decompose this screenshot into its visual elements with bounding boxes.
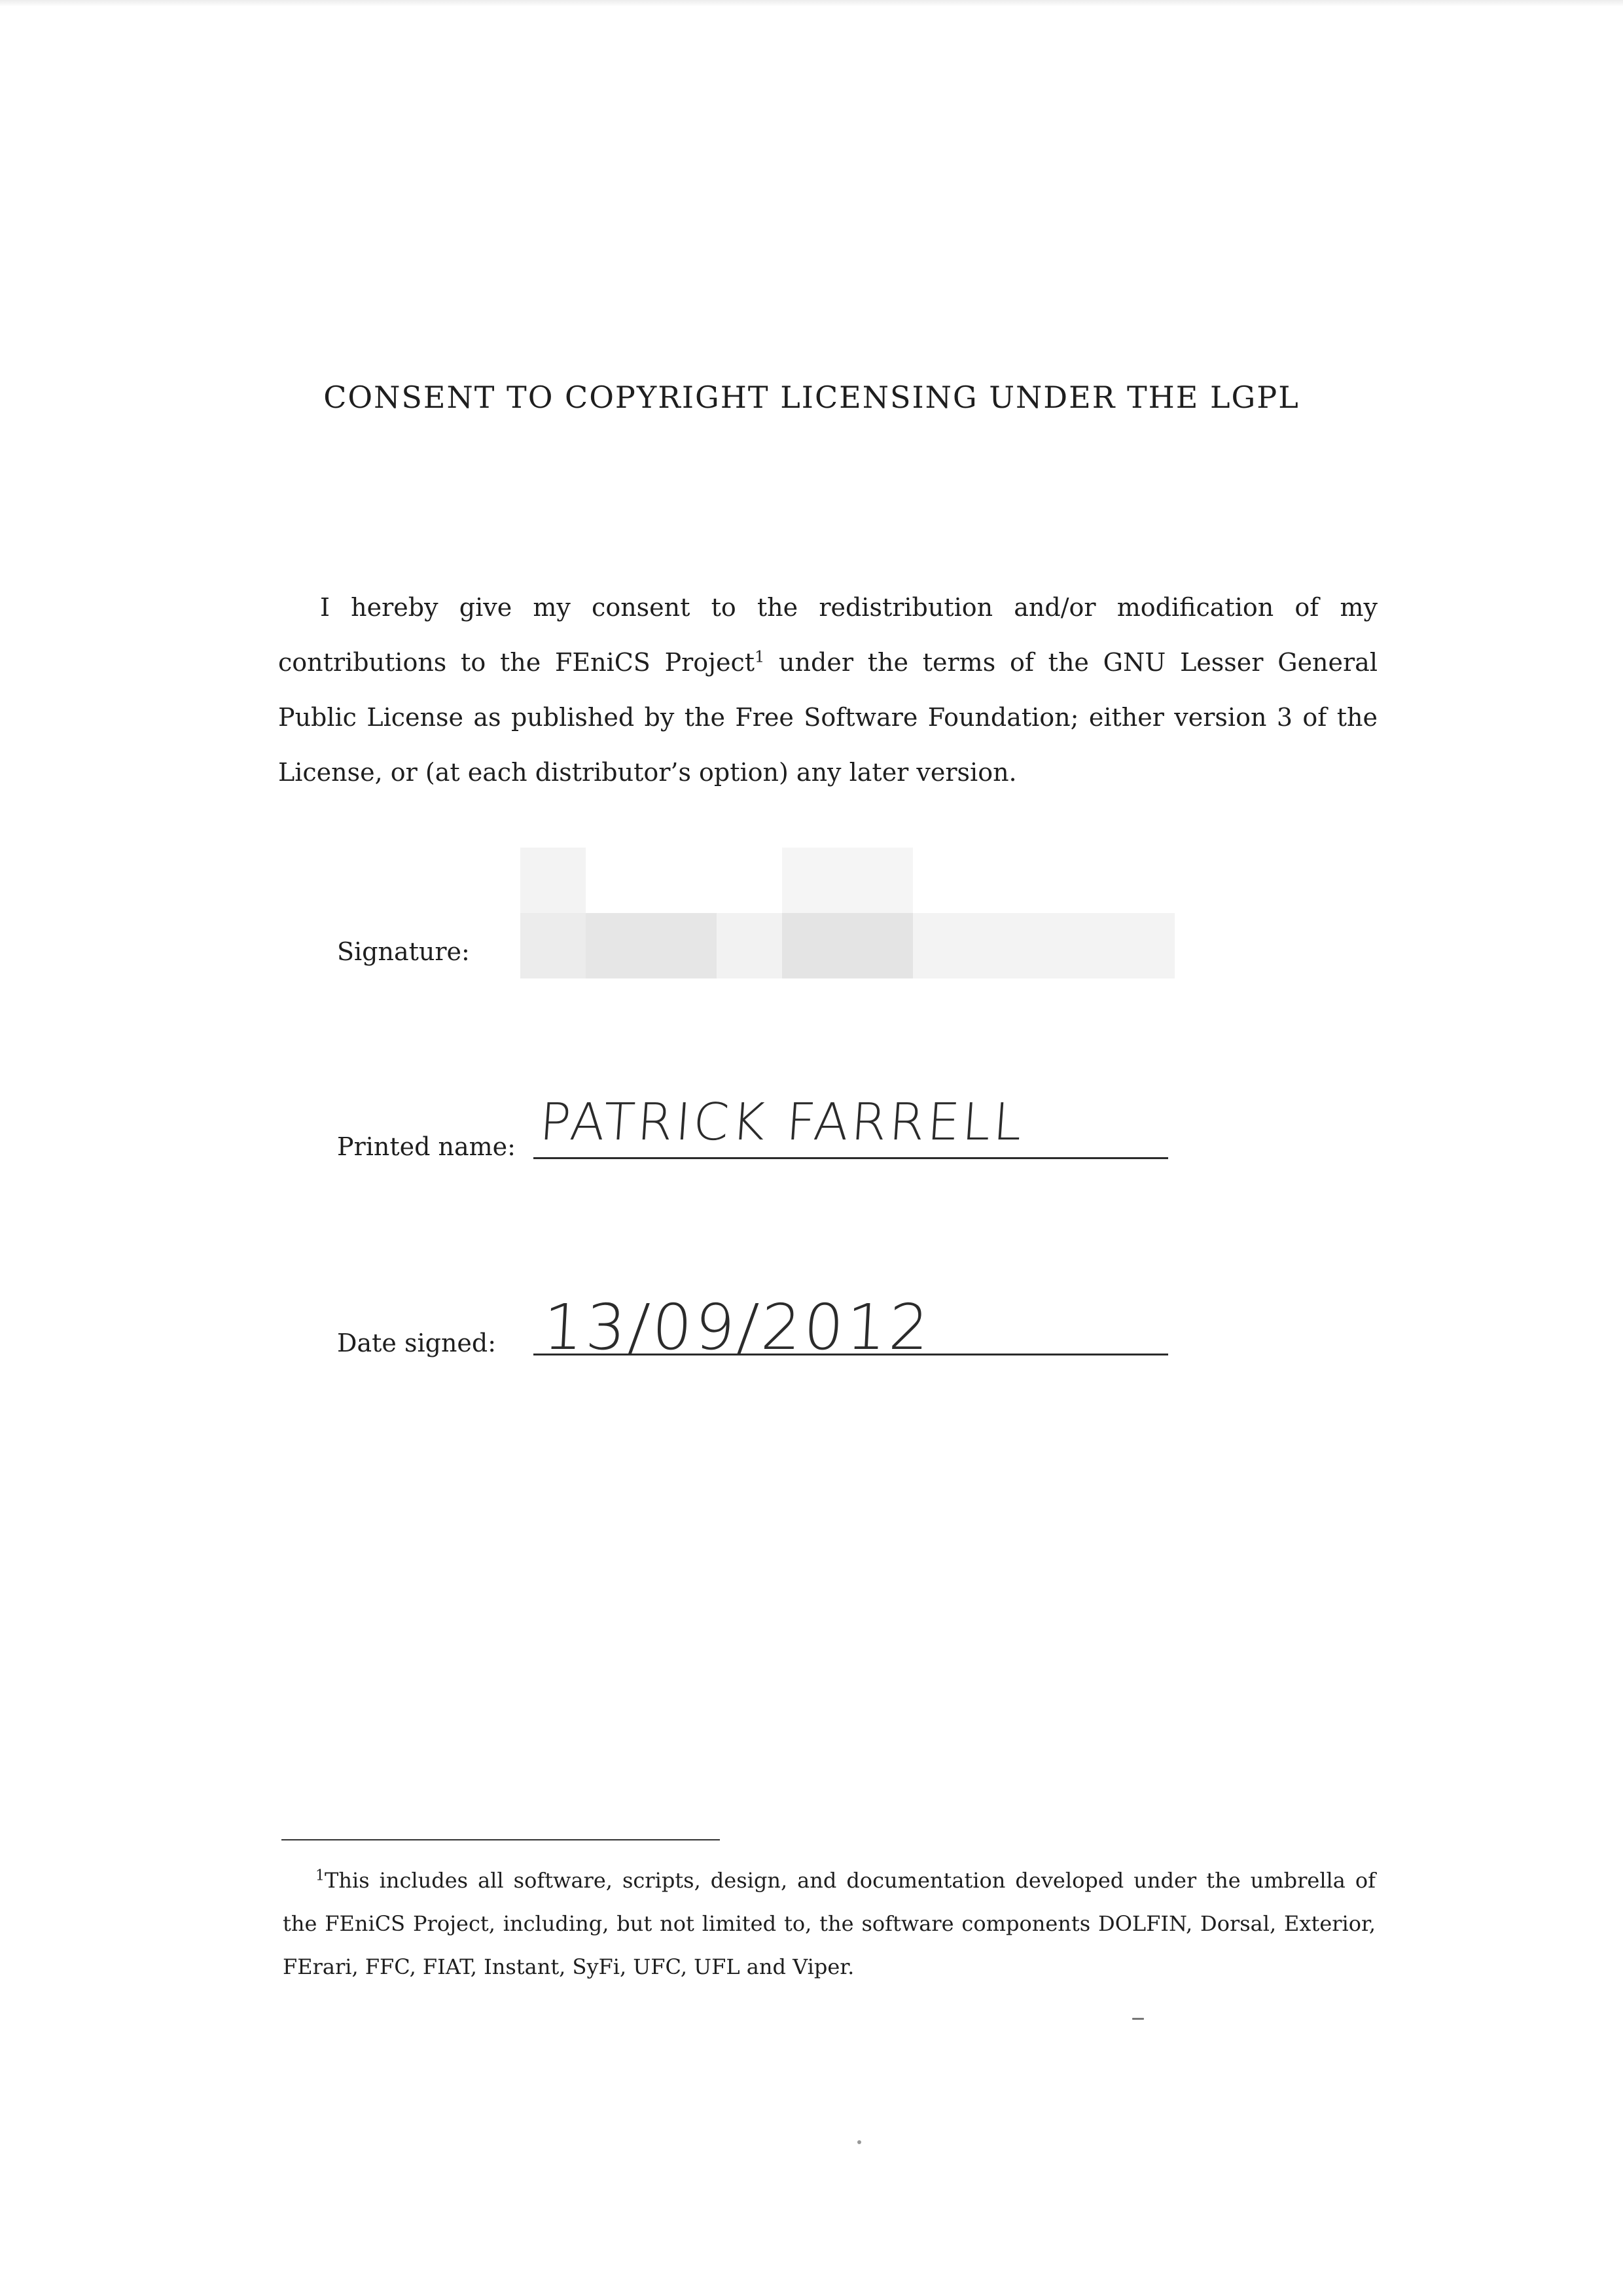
date-signed-handwritten: 13/09/2012 bbox=[541, 1291, 934, 1364]
consent-text-part2: under the terms of the GNU Lesser General Public License as published by the Free Software Foundation; either version 3 of the License, or (at each distributor’s option) any later version. bbox=[278, 648, 1378, 787]
consent-paragraph bbox=[278, 580, 1378, 800]
footnote bbox=[283, 1859, 1376, 1988]
footnote-rule bbox=[281, 1839, 720, 1840]
consent-text-part1: I hereby give my consent to the redistribution and/or modification of my contributions to the FEniCS Project bbox=[278, 593, 1378, 677]
printed-name-line bbox=[533, 1157, 1168, 1159]
printed-name-handwritten: PATRICK FARRELL bbox=[537, 1093, 1027, 1152]
signature-label: Signature: bbox=[337, 937, 470, 966]
footnote-marker: 1 bbox=[315, 1867, 325, 1884]
date-signed-line bbox=[533, 1354, 1168, 1355]
footnote-text: This includes all software, scripts, design, and documentation developed under the umbrella of the FEniCS Project, including, but not limited to, the software components DOLFIN, Dorsal, Exterior, FErari, FFC, FIAT, Instant, SyFi, UFC, UFL and Viper. bbox=[283, 1868, 1376, 1979]
signature-redacted-area bbox=[520, 848, 1175, 978]
printed-name-label: Printed name: bbox=[337, 1132, 516, 1161]
document-title: CONSENT TO COPYRIGHT LICENSING UNDER THE LGPL bbox=[323, 380, 1300, 415]
scan-edge bbox=[0, 0, 1623, 7]
date-signed-label: Date signed: bbox=[337, 1329, 497, 1357]
scan-speck bbox=[857, 2140, 861, 2144]
footnote-reference: 1 bbox=[755, 647, 765, 666]
scan-speck bbox=[1132, 2018, 1144, 2020]
